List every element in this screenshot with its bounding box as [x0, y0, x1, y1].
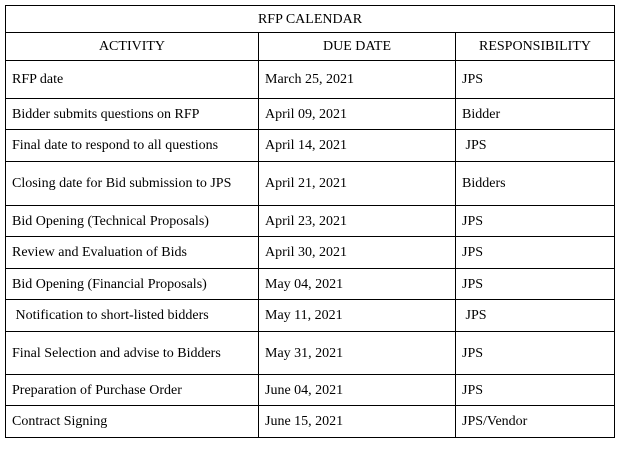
activity-cell: Closing date for Bid submission to JPS [6, 162, 259, 206]
header-row [6, 33, 615, 61]
table-row [6, 99, 615, 130]
due-date-cell: June 04, 2021 [259, 375, 456, 406]
table-title: RFP CALENDAR [6, 6, 615, 33]
column-header-activity: ACTIVITY [6, 33, 259, 61]
responsibility-cell: JPS [456, 130, 615, 162]
activity-cell: Review and Evaluation of Bids [6, 237, 259, 269]
due-date-cell: April 30, 2021 [259, 237, 456, 269]
responsibility-cell: Bidders [456, 162, 615, 206]
table-row [6, 300, 615, 332]
table-row [6, 237, 615, 269]
activity-cell: Final date to respond to all questions [6, 130, 259, 162]
activity-cell: Contract Signing [6, 406, 259, 438]
due-date-cell: April 21, 2021 [259, 162, 456, 206]
rfp-calendar-table [5, 5, 615, 438]
table-row [6, 269, 615, 300]
due-date-cell: May 11, 2021 [259, 300, 456, 332]
due-date-cell: April 23, 2021 [259, 206, 456, 237]
due-date-cell: April 14, 2021 [259, 130, 456, 162]
due-date-cell: May 04, 2021 [259, 269, 456, 300]
table-row [6, 206, 615, 237]
title-row [6, 6, 615, 33]
due-date-cell: June 15, 2021 [259, 406, 456, 438]
activity-cell: Preparation of Purchase Order [6, 375, 259, 406]
activity-cell: RFP date [6, 61, 259, 99]
activity-cell: Bid Opening (Financial Proposals) [6, 269, 259, 300]
table-row [6, 406, 615, 438]
responsibility-cell: JPS [456, 332, 615, 375]
due-date-cell: March 25, 2021 [259, 61, 456, 99]
column-header-due-date: DUE DATE [259, 33, 456, 61]
responsibility-cell: JPS [456, 237, 615, 269]
due-date-cell: May 31, 2021 [259, 332, 456, 375]
responsibility-cell: JPS [456, 300, 615, 332]
activity-cell: Bidder submits questions on RFP [6, 99, 259, 130]
responsibility-cell: JPS [456, 206, 615, 237]
activity-cell: Notification to short-listed bidders [6, 300, 259, 332]
responsibility-cell: JPS [456, 375, 615, 406]
responsibility-cell: JPS/Vendor [456, 406, 615, 438]
responsibility-cell: JPS [456, 269, 615, 300]
table-row [6, 162, 615, 206]
responsibility-cell: Bidder [456, 99, 615, 130]
due-date-cell: April 09, 2021 [259, 99, 456, 130]
activity-cell: Bid Opening (Technical Proposals) [6, 206, 259, 237]
responsibility-cell: JPS [456, 61, 615, 99]
activity-cell: Final Selection and advise to Bidders [6, 332, 259, 375]
column-header-responsibility: RESPONSIBILITY [456, 33, 615, 61]
table-row [6, 61, 615, 99]
table-row [6, 375, 615, 406]
table-row [6, 130, 615, 162]
table-row [6, 332, 615, 375]
